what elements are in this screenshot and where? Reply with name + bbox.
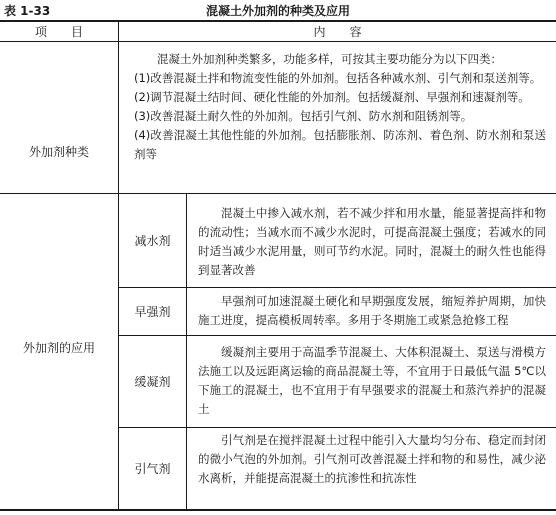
header-content: 内 容 (313, 25, 362, 39)
application-row-name: 减水剂 (134, 234, 171, 248)
subrow-rule-3 (118, 427, 556, 428)
types-bottom-rule (0, 193, 556, 194)
application-row-text: 引气剂是在搅拌混凝土过程中能引入大量均匀分布、稳定而封闭的微小气泡的外加剂。引气剂可改善混凝土拌和物的和易性，减少泌水离析，并能提高混凝土的抗渗性和抗冻性 (198, 433, 546, 485)
application-label: 外加剂的应用 (22, 341, 95, 355)
types-label: 外加剂种类 (28, 145, 89, 159)
types-item: (3)改善混凝土耐久性的外加剂。包括引气剂、防水剂和阻锈剂等。 (134, 109, 473, 123)
table-top-rule (0, 20, 556, 22)
types-content (134, 50, 546, 164)
application-row-name: 缓凝剂 (134, 375, 171, 389)
application-row-text: 早强剂可加速混凝土硬化和早期强度发展，缩短养护周期，加快施工进度，提高模板周转率。多用于冬期施工或紧急抢修工程 (198, 294, 546, 327)
table-bottom-rule (0, 509, 556, 511)
header-bottom-rule (0, 41, 556, 42)
application-row-text: 混凝土中掺入减水剂，若不减少拌和用水量，能显著提高拌和物的流动性；当减水而不减少水泥时，可提高混凝土强度；若减水的同时适当减少水泥用量，则可节约水泥。同时，混凝土的耐久性也能得到显著改善 (198, 206, 546, 277)
subrow-rule-1 (118, 287, 556, 288)
header-item: 项 目 (34, 25, 83, 39)
application-row-name: 引气剂 (134, 462, 171, 476)
types-item: (4)改善混凝土其他性能的外加剂。包括膨胀剂、防冻剂、着色剂、防水剂和泵送剂等 (134, 128, 546, 161)
table-caption (0, 0, 556, 20)
table-number: 表 1-33 (4, 4, 51, 18)
table-title: 混凝土外加剂的种类及应用 (205, 4, 350, 18)
types-item: (2)调节混凝土结时间、硬化性能的外加剂。包括缓凝剂、早强剂和速凝剂等。 (134, 90, 530, 104)
column-divider (118, 21, 119, 510)
subcolumn-divider (186, 193, 187, 510)
subrow-rule-2 (118, 335, 556, 336)
types-intro: 混凝土外加剂种类繁多，功能多样，可按其主要功能分为以下四类： (157, 52, 502, 66)
application-row-text: 缓凝剂主要用于高温季节混凝土、大体积混凝土、泵送与滑模方法施工以及远距离运输的商品混凝土等，不宜用于日最低气温 5℃以下施工的混凝土，也不宜用于有早强要求的混凝土和蒸汽养护的混凝土 (198, 345, 546, 416)
types-item: (1)改善混凝土拌和物流变性能的外加剂。包括各种减水剂、引气剂和泵送剂等。 (134, 71, 542, 85)
application-row-name: 早强剂 (134, 305, 171, 319)
